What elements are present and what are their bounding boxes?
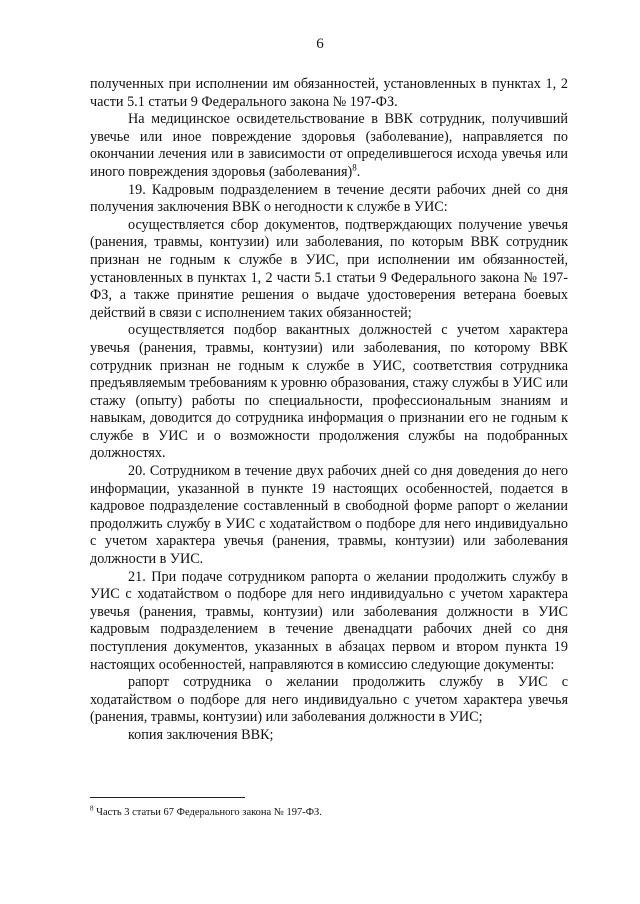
paragraph: 21. При подаче сотрудником рапорта о желании продолжить службу в УИС с ходатайством о подборе для него индивидуально с учетом характера увечья (ранения, травмы, контузии) или заболевания должности в УИС кадровым подразделением в течение двенадцати рабочих дней со дня поступления документов, указанных в абзацах первом и втором пункта 19 настоящих особенностей, направляются в комиссию следующие документы:	[90, 568, 568, 673]
paragraph-text: На медицинское освидетельствование в ВВК сотрудник, получивший увечье или иное повреждение здоровья (заболевание), направляется по окончании лечения или в зависимости от определившегося исхода увечья или иного повреждения здоровья (заболевания)	[90, 111, 568, 180]
document-body	[90, 76, 568, 745]
paragraph: полученных при исполнении им обязанностей, установленных в пунктах 1, 2 части 5.1 статьи 9 Федерального закона № 197-ФЗ.	[90, 76, 568, 110]
paragraph: осуществляется сбор документов, подтверждающих получение увечья (ранения, травмы, контузии) или заболевания, по которым ВВК сотрудник признан не годным к службе в УИС, при исполнении им обязанностей, установленных в пунктах 1, 2 части 5.1 статьи 9 Федерального закона № 197-ФЗ, а также принятие решения о выдаче удостоверения ветерана боевых действий в связи с исполнением таких обязанностей;	[90, 216, 568, 321]
footnote-marker: 8	[90, 804, 94, 813]
footnote	[90, 806, 568, 819]
footnote-divider	[90, 797, 245, 798]
paragraph: осуществляется подбор вакантных должностей с учетом характера увечья (ранения, травмы, контузии) или заболевания, по которому ВВК сотрудник признан не годным к службе в УИС, соответствия сотрудника предъявляемым требованиям к уровню образования, стажу службы в УИС или стажу (опыту) работы по специальности, профессиональным знаниям и навыкам, доводится до сотрудника информация о признании его не годным к службе в УИС и о возможности продолжения службы на подобранных должностях.	[90, 322, 568, 462]
paragraph	[90, 111, 568, 181]
footnote-text: Часть 3 статьи 67 Федерального закона № 197-ФЗ.	[93, 807, 322, 818]
paragraph-text-end: .	[356, 163, 361, 180]
paragraph: 19. Кадровым подразделением в течение десяти рабочих дней со дня получения заключения ВВК о негодности к службе в УИС:	[90, 181, 568, 216]
paragraph: рапорт сотрудника о желании продолжить службу в УИС с ходатайством о подборе для него индивидуально с учетом характера увечья (ранения, травмы, контузии) или заболевания должности в УИС;	[90, 674, 568, 726]
paragraph: 20. Сотрудником в течение двух рабочих дней со дня доведения до него информации, указанной в пункте 19 настоящих особенностей, подается в кадровое подразделение составленный в свободной форме рапорт о желании продолжить службу в УИС с ходатайством о подборе для него индивидуально с учетом характера увечья (ранения, травмы, контузии) или заболевания должности в УИС.	[90, 463, 568, 568]
footnote-reference: 8	[352, 162, 357, 173]
page-number: 6	[316, 36, 324, 52]
paragraph: копия заключения ВВК;	[128, 726, 274, 743]
